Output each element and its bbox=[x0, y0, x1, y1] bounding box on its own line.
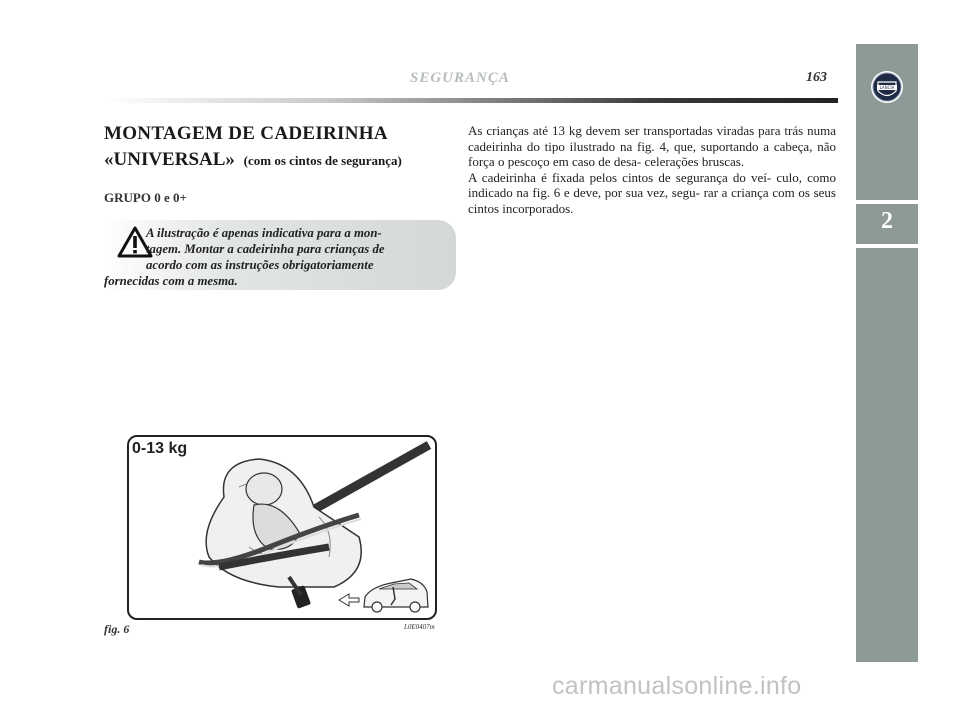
child-seat-illustration bbox=[129, 437, 435, 618]
running-header-title: SEGURANÇA bbox=[410, 70, 510, 86]
watermark[interactable]: carmanualsonline.info bbox=[552, 672, 802, 700]
header-rule bbox=[104, 98, 838, 103]
body-text bbox=[468, 123, 836, 216]
warning-line-3: acordo com as instruções obrigatoriamente bbox=[146, 258, 374, 272]
figure-frame bbox=[127, 435, 437, 620]
sidebar-top-block bbox=[856, 44, 918, 200]
section-title-universal: «UNIVERSAL» bbox=[104, 149, 235, 170]
figure-weight-label: 0-13 kg bbox=[132, 440, 188, 457]
section-title-note: (com os cintos de segurança) bbox=[243, 153, 402, 168]
chapter-number[interactable]: 2 bbox=[881, 208, 893, 234]
figure-code: L0E0407m bbox=[404, 623, 435, 631]
section-title-line1: MONTAGEM DE CADEIRINHA bbox=[104, 123, 388, 144]
logo-text: LANCIA bbox=[879, 85, 895, 90]
group-label: GRUPO 0 e 0+ bbox=[104, 190, 187, 205]
body-paragraph-2: A cadeirinha é fixada pelos cintos de segurança do veí- culo, como indicado na fig. 6 e deve, por sua vez, segu- rar a criança com os seus cintos incorporados. bbox=[468, 169, 836, 216]
figure-caption: fig. 6 bbox=[104, 622, 130, 636]
page-number: 163 bbox=[806, 70, 827, 85]
warning-line-4: fornecidas com a mesma. bbox=[104, 274, 238, 288]
warning-text bbox=[104, 225, 444, 289]
sidebar-bottom-block bbox=[856, 248, 918, 662]
section-title-line2 bbox=[104, 149, 402, 171]
body-paragraph-1: As crianças até 13 kg devem ser transportadas viradas para trás numa cadeirinha do tipo ilustrado na fig. 4, que, suportando a cabeça, não força o pescoço em caso de desa- celerações bruscas. bbox=[468, 123, 836, 169]
lancia-logo-icon bbox=[870, 70, 904, 104]
warning-line-2: tagem. Montar a cadeirinha para crianças de bbox=[146, 242, 385, 256]
warning-line-1: A ilustração é apenas indicativa para a mon- bbox=[146, 226, 382, 240]
